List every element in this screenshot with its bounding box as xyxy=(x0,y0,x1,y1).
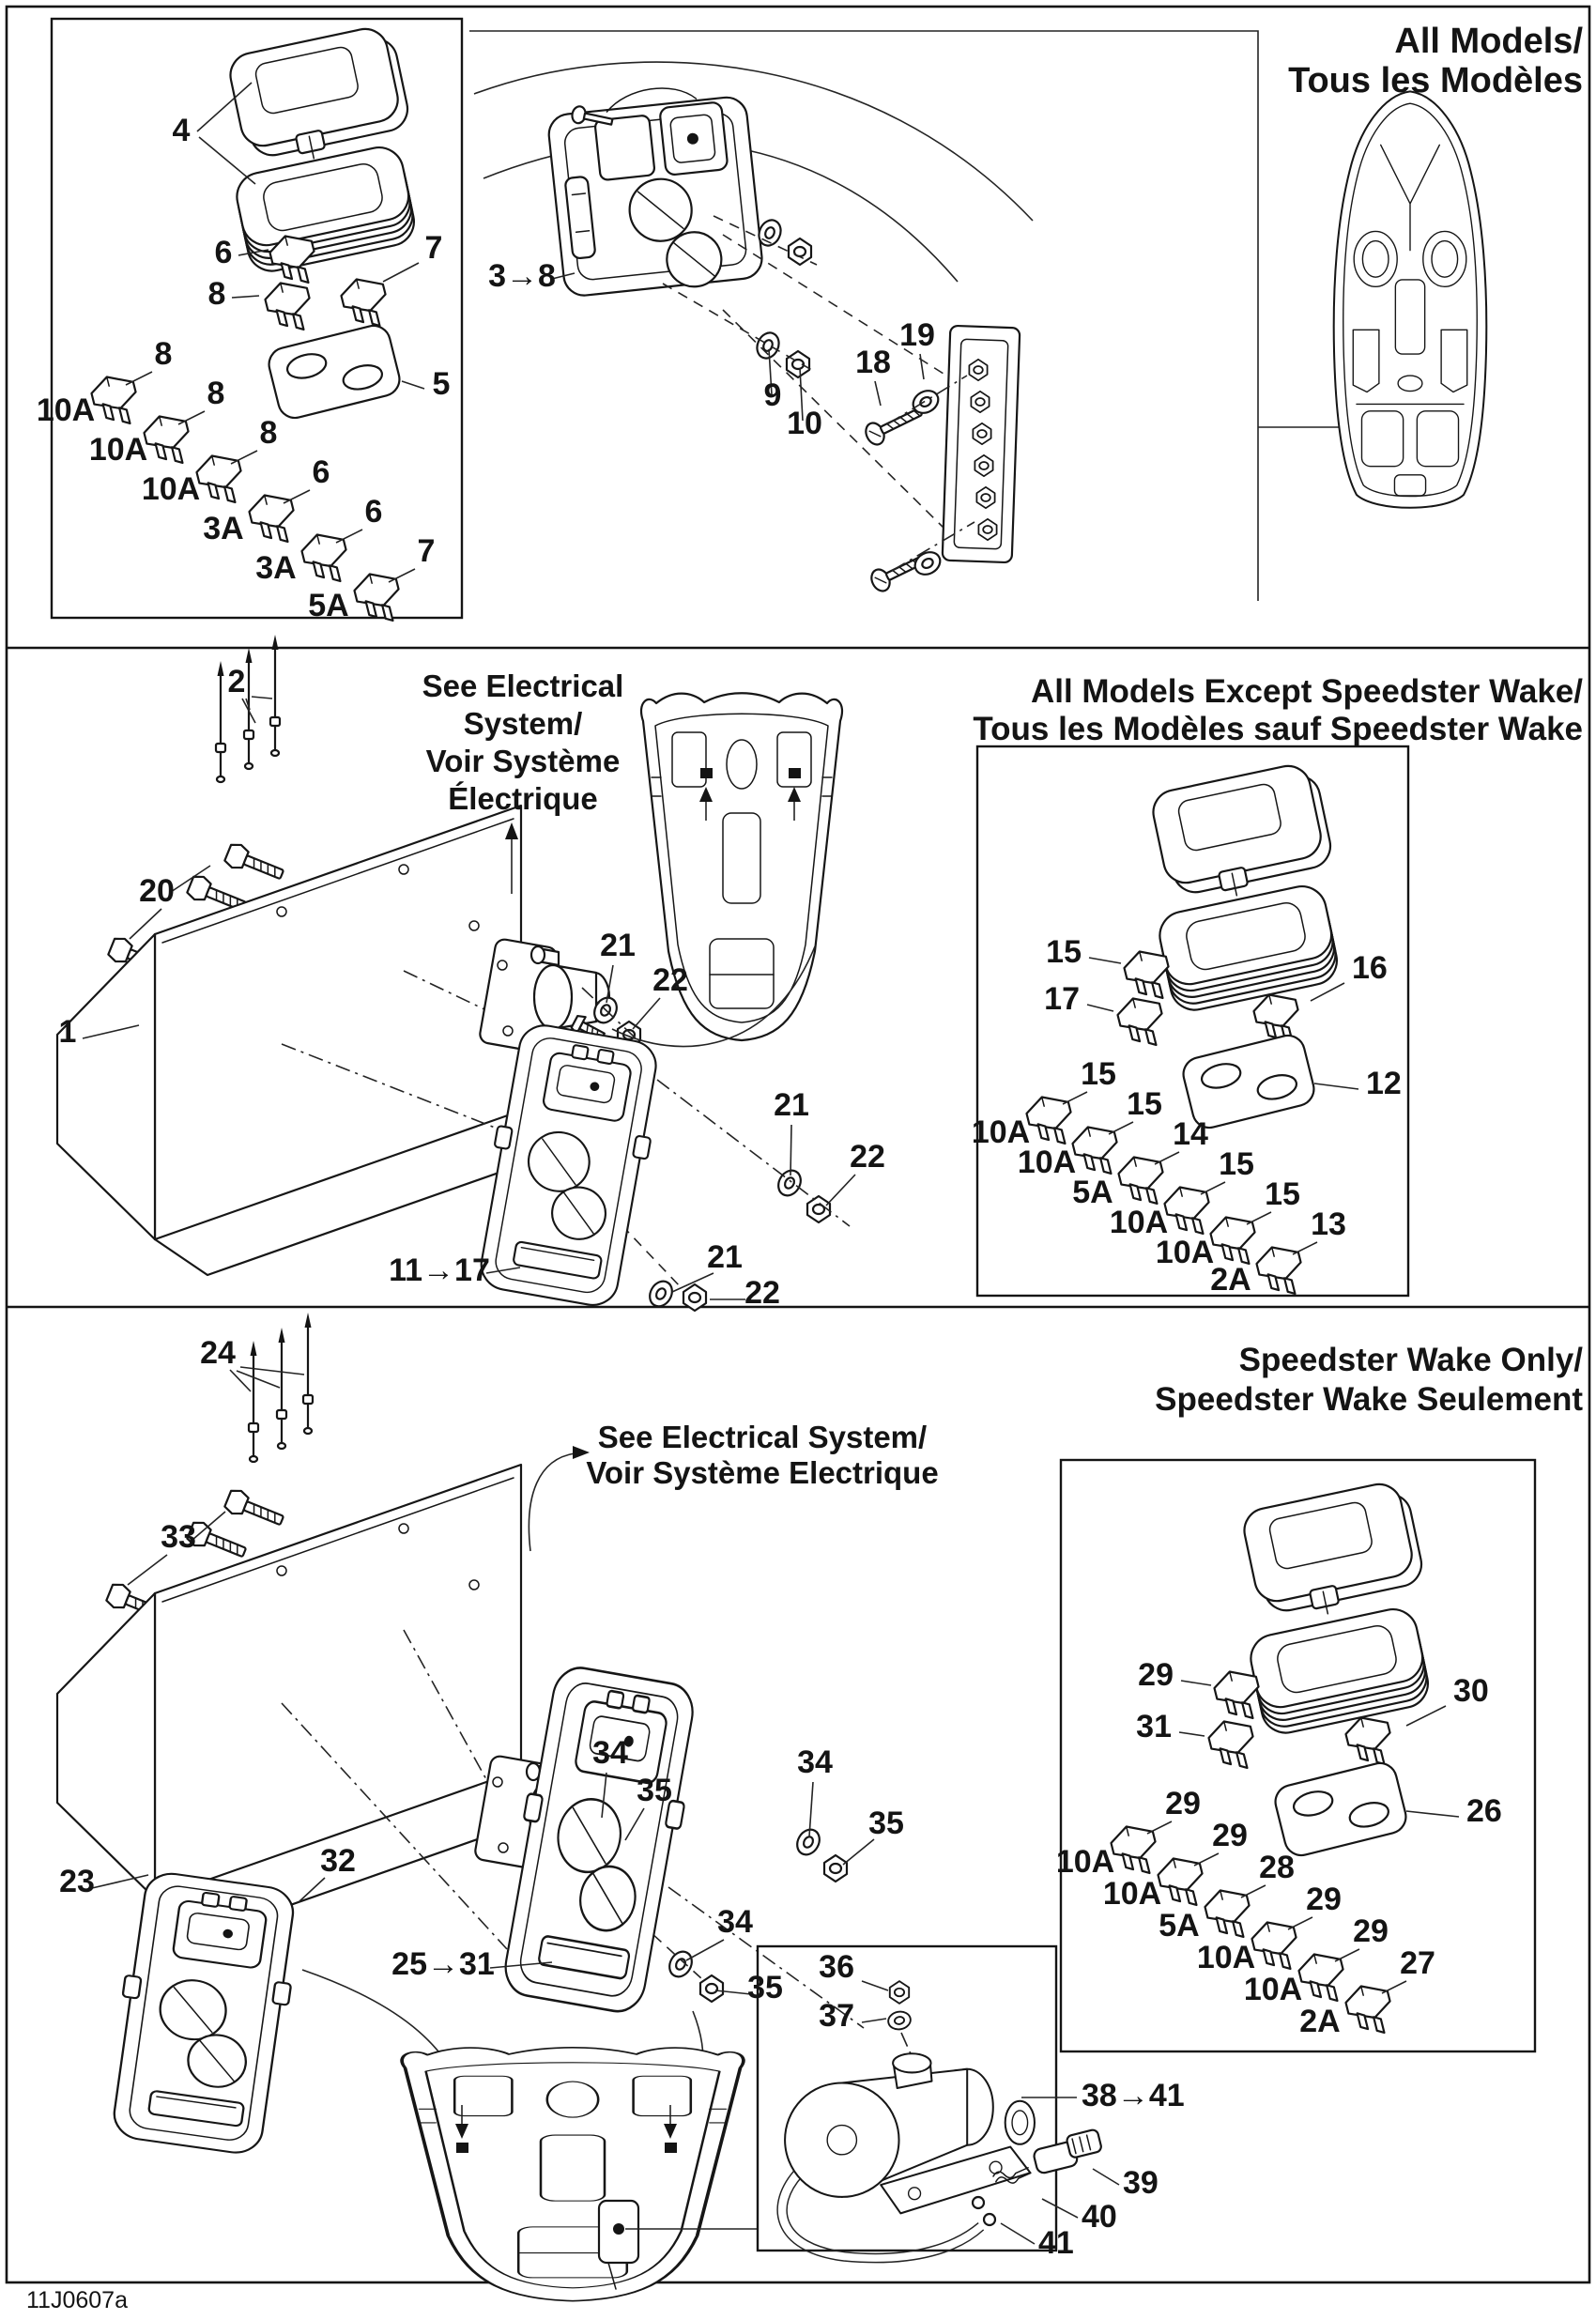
leader-line xyxy=(1314,1083,1358,1089)
fuse-block-assembly-icon xyxy=(545,79,764,300)
fuse-kit-1 xyxy=(88,23,418,628)
part-label-15: 15 xyxy=(1265,1176,1300,1212)
part-label-27: 27 xyxy=(1400,1945,1435,1981)
part-label-21: 21 xyxy=(774,1087,809,1123)
leader-line xyxy=(1181,1681,1211,1685)
leader-line xyxy=(1109,1122,1133,1134)
pin-icon xyxy=(249,1341,258,1462)
fuse-icon xyxy=(338,273,392,333)
leader-line xyxy=(1406,1811,1459,1817)
part-label-5A: 5A xyxy=(1159,1908,1200,1944)
part-label-15: 15 xyxy=(1219,1146,1254,1182)
fuse-icon xyxy=(1114,992,1169,1052)
part-label-7: 7 xyxy=(417,533,436,569)
part-label-15: 15 xyxy=(1127,1086,1162,1122)
part-label-13: 13 xyxy=(1311,1206,1346,1242)
washer-icon xyxy=(792,1825,823,1858)
part-label-29: 29 xyxy=(1306,1882,1342,1917)
part-label-10A: 10A xyxy=(141,471,201,507)
part-label-20: 20 xyxy=(139,873,175,909)
leader-line xyxy=(920,354,924,379)
see-electrical-note3-line1: See Electrical System/ xyxy=(597,1420,928,1454)
pin-icon xyxy=(277,1328,286,1449)
ring-terminal-icon xyxy=(973,2197,984,2208)
fuse-box-gasket-icon xyxy=(1247,1605,1433,1737)
washer-icon xyxy=(645,1277,676,1310)
ballast-pump-icon xyxy=(777,2053,1035,2262)
fuse-box-gasket-icon xyxy=(233,143,419,275)
part-label-29: 29 xyxy=(1212,1818,1248,1853)
fuse-kit-3 xyxy=(1108,1479,1432,2040)
leader-line xyxy=(389,569,415,582)
part-label-34: 34 xyxy=(717,1904,753,1940)
hull-rear-view-icon xyxy=(402,2048,744,2301)
part-label-29: 29 xyxy=(1138,1657,1174,1693)
part-label-30: 30 xyxy=(1453,1673,1489,1709)
section-all-models xyxy=(52,19,1486,628)
part-label-10A: 10A xyxy=(88,432,148,468)
leader-line xyxy=(1093,2169,1119,2185)
part-label-10A: 10A xyxy=(1196,1940,1256,1975)
part-label-15: 15 xyxy=(1046,934,1082,970)
leader-line xyxy=(790,1125,791,1175)
part-label-23: 23 xyxy=(59,1864,95,1899)
fuse-box-cover-icon xyxy=(1240,1479,1428,1627)
part-label-3→8: 3→8 xyxy=(488,258,556,294)
part-label-26: 26 xyxy=(1466,1793,1502,1829)
leader-line xyxy=(633,998,660,1029)
part-label-3A: 3A xyxy=(203,511,244,546)
see-electrical-note3-line2: Voir Système Electrique xyxy=(586,1455,939,1490)
washer-icon xyxy=(887,2010,913,2032)
bolt-icon xyxy=(223,841,286,885)
ring-terminal-icon xyxy=(984,2214,995,2225)
washer-icon xyxy=(911,547,944,578)
part-label-1: 1 xyxy=(58,1014,77,1050)
see-electrical-note-line4: Électrique xyxy=(448,781,598,816)
mounting-bracket-icon xyxy=(943,326,1021,562)
leader-line xyxy=(862,2019,886,2022)
nut-icon xyxy=(890,1981,909,2004)
leader-line xyxy=(1179,1732,1205,1736)
leader-line xyxy=(1063,1092,1087,1104)
part-label-41: 41 xyxy=(1038,2225,1074,2261)
leader-line xyxy=(686,1940,724,1960)
leader-line xyxy=(178,411,205,424)
part-label-9: 9 xyxy=(763,377,782,413)
part-label-28: 28 xyxy=(1259,1850,1295,1885)
part-label-29: 29 xyxy=(1165,1786,1201,1821)
leader-line xyxy=(230,1370,251,1391)
mounting-plate-icon xyxy=(1272,1759,1409,1859)
part-label-14: 14 xyxy=(1173,1116,1208,1152)
part-label-29: 29 xyxy=(1353,1913,1389,1949)
mounting-plate-icon xyxy=(266,322,403,422)
part-label-10A: 10A xyxy=(36,392,96,428)
leader-line xyxy=(1293,1242,1317,1254)
leader-line xyxy=(232,296,259,298)
leader-line xyxy=(826,1175,855,1206)
leader-line xyxy=(238,250,269,255)
figure-code: 11J0607a xyxy=(26,2287,128,2313)
leader-line xyxy=(1147,1821,1172,1834)
boat-top-view-icon xyxy=(1334,91,1487,507)
part-label-21: 21 xyxy=(600,928,636,963)
leader-line xyxy=(336,530,362,543)
leader-line xyxy=(1155,1152,1179,1164)
part-label-6: 6 xyxy=(312,454,330,490)
leader-line xyxy=(875,381,881,406)
part-label-6: 6 xyxy=(364,494,383,530)
leader-line xyxy=(1201,1182,1225,1194)
part-label-6: 6 xyxy=(214,235,233,270)
part-label-19: 19 xyxy=(899,317,935,353)
section2-title-line2: Tous les Modèles sauf Speedster Wake xyxy=(973,711,1583,747)
part-label-10A: 10A xyxy=(1243,1972,1303,2007)
part-label-8: 8 xyxy=(207,276,226,312)
leader-line xyxy=(1087,1005,1113,1011)
pin-icon xyxy=(216,661,225,782)
part-label-15: 15 xyxy=(1081,1056,1116,1092)
part-label-10A: 10A xyxy=(1055,1844,1115,1880)
part-label-5: 5 xyxy=(432,366,451,402)
section3-title-line2: Speedster Wake Seulement xyxy=(1155,1381,1583,1418)
connector-icon xyxy=(1031,2128,1104,2174)
part-label-34: 34 xyxy=(797,1744,833,1780)
bolt-icon xyxy=(223,1487,286,1531)
part-label-35: 35 xyxy=(868,1805,904,1841)
leader-line xyxy=(383,263,419,282)
part-label-18: 18 xyxy=(855,345,891,380)
part-label-40: 40 xyxy=(1082,2199,1117,2235)
nut-icon xyxy=(789,238,811,265)
leader-line xyxy=(1089,958,1121,963)
part-label-8: 8 xyxy=(154,336,173,372)
part-label-10: 10 xyxy=(787,406,822,441)
pin-icon xyxy=(303,1313,313,1434)
see-electrical-note-line2: System/ xyxy=(463,706,583,741)
see-electrical-arrow xyxy=(529,1446,590,1551)
section1-title-line2: Tous les Modèles xyxy=(1288,61,1583,100)
part-label-25→31: 25→31 xyxy=(391,1946,495,1982)
leader-line xyxy=(1241,1885,1266,1897)
leader-line xyxy=(284,490,310,503)
part-label-37: 37 xyxy=(819,1998,854,2034)
part-label-33: 33 xyxy=(161,1519,196,1555)
leader-line xyxy=(1247,1212,1271,1224)
leader-line xyxy=(862,1981,888,1990)
leader-line xyxy=(126,372,152,385)
part-label-8: 8 xyxy=(207,376,225,411)
leader-line xyxy=(1382,1981,1406,1993)
part-label-21: 21 xyxy=(707,1239,743,1275)
part-label-39: 39 xyxy=(1123,2165,1159,2201)
part-label-17: 17 xyxy=(1044,981,1080,1017)
leader-line xyxy=(1042,2199,1078,2218)
part-label-22: 22 xyxy=(744,1275,780,1311)
part-label-35: 35 xyxy=(747,1970,783,2005)
see-electrical-note-line1: See Electrical xyxy=(422,668,624,703)
fuse-icon xyxy=(1205,1715,1260,1775)
part-label-8: 8 xyxy=(259,415,278,451)
part-label-35: 35 xyxy=(637,1773,672,1808)
leader-line xyxy=(1001,2223,1035,2244)
part-label-7: 7 xyxy=(424,230,443,266)
section3-title-line1: Speedster Wake Only/ xyxy=(1238,1342,1583,1378)
part-label-36: 36 xyxy=(819,1949,854,1985)
part-label-2A: 2A xyxy=(1299,2004,1341,2039)
nut-icon xyxy=(787,351,809,377)
part-label-5A: 5A xyxy=(1072,1175,1113,1210)
nut-icon xyxy=(824,1855,847,1882)
nut-icon xyxy=(700,1975,723,2002)
part-label-38→41: 38→41 xyxy=(1082,2078,1185,2113)
part-label-12: 12 xyxy=(1366,1066,1402,1101)
part-label-22: 22 xyxy=(652,962,688,998)
leader-line xyxy=(843,1839,874,1865)
fuse-box-gasket-icon xyxy=(1156,882,1342,1014)
section1-title-line1: All Models/ xyxy=(1394,22,1583,61)
see-electrical-note-line3: Voir Système xyxy=(425,744,621,778)
part-label-2A: 2A xyxy=(1210,1262,1251,1298)
part-label-10A: 10A xyxy=(1155,1235,1215,1270)
leader-line xyxy=(1194,1853,1219,1866)
leader-line xyxy=(1288,1917,1312,1929)
fuse-kit-2 xyxy=(1023,761,1341,1301)
part-label-10A: 10A xyxy=(1109,1205,1169,1240)
part-label-3A: 3A xyxy=(255,550,297,586)
leader-line xyxy=(402,381,424,389)
washer-icon xyxy=(665,1947,696,1980)
leader-line xyxy=(809,1782,813,1836)
part-label-5A: 5A xyxy=(308,588,349,623)
part-label-11→17: 11→17 xyxy=(389,1252,490,1288)
part-label-32: 32 xyxy=(320,1843,356,1879)
section2-title-line1: All Models Except Speedster Wake/ xyxy=(1030,673,1583,710)
part-label-22: 22 xyxy=(850,1139,885,1175)
part-label-10A: 10A xyxy=(1102,1876,1162,1912)
part-label-10A: 10A xyxy=(1017,1145,1077,1180)
pin-icon xyxy=(270,635,280,756)
leader-line xyxy=(1406,1706,1446,1726)
part-label-10A: 10A xyxy=(971,1114,1031,1150)
part-label-2: 2 xyxy=(227,664,246,699)
part-label-16: 16 xyxy=(1352,950,1388,986)
part-label-34: 34 xyxy=(592,1735,628,1771)
fuse-icon xyxy=(262,277,316,337)
fuse-holder-icon xyxy=(103,1869,304,2158)
leader-line xyxy=(231,451,257,464)
part-label-31: 31 xyxy=(1136,1709,1172,1744)
leader-line xyxy=(1335,1949,1359,1961)
fuse-icon xyxy=(1343,1712,1397,1772)
washer-icon xyxy=(753,330,782,362)
part-label-24: 24 xyxy=(200,1335,236,1371)
part-label-4: 4 xyxy=(172,113,191,148)
mount-panel-icon xyxy=(57,1465,574,1934)
